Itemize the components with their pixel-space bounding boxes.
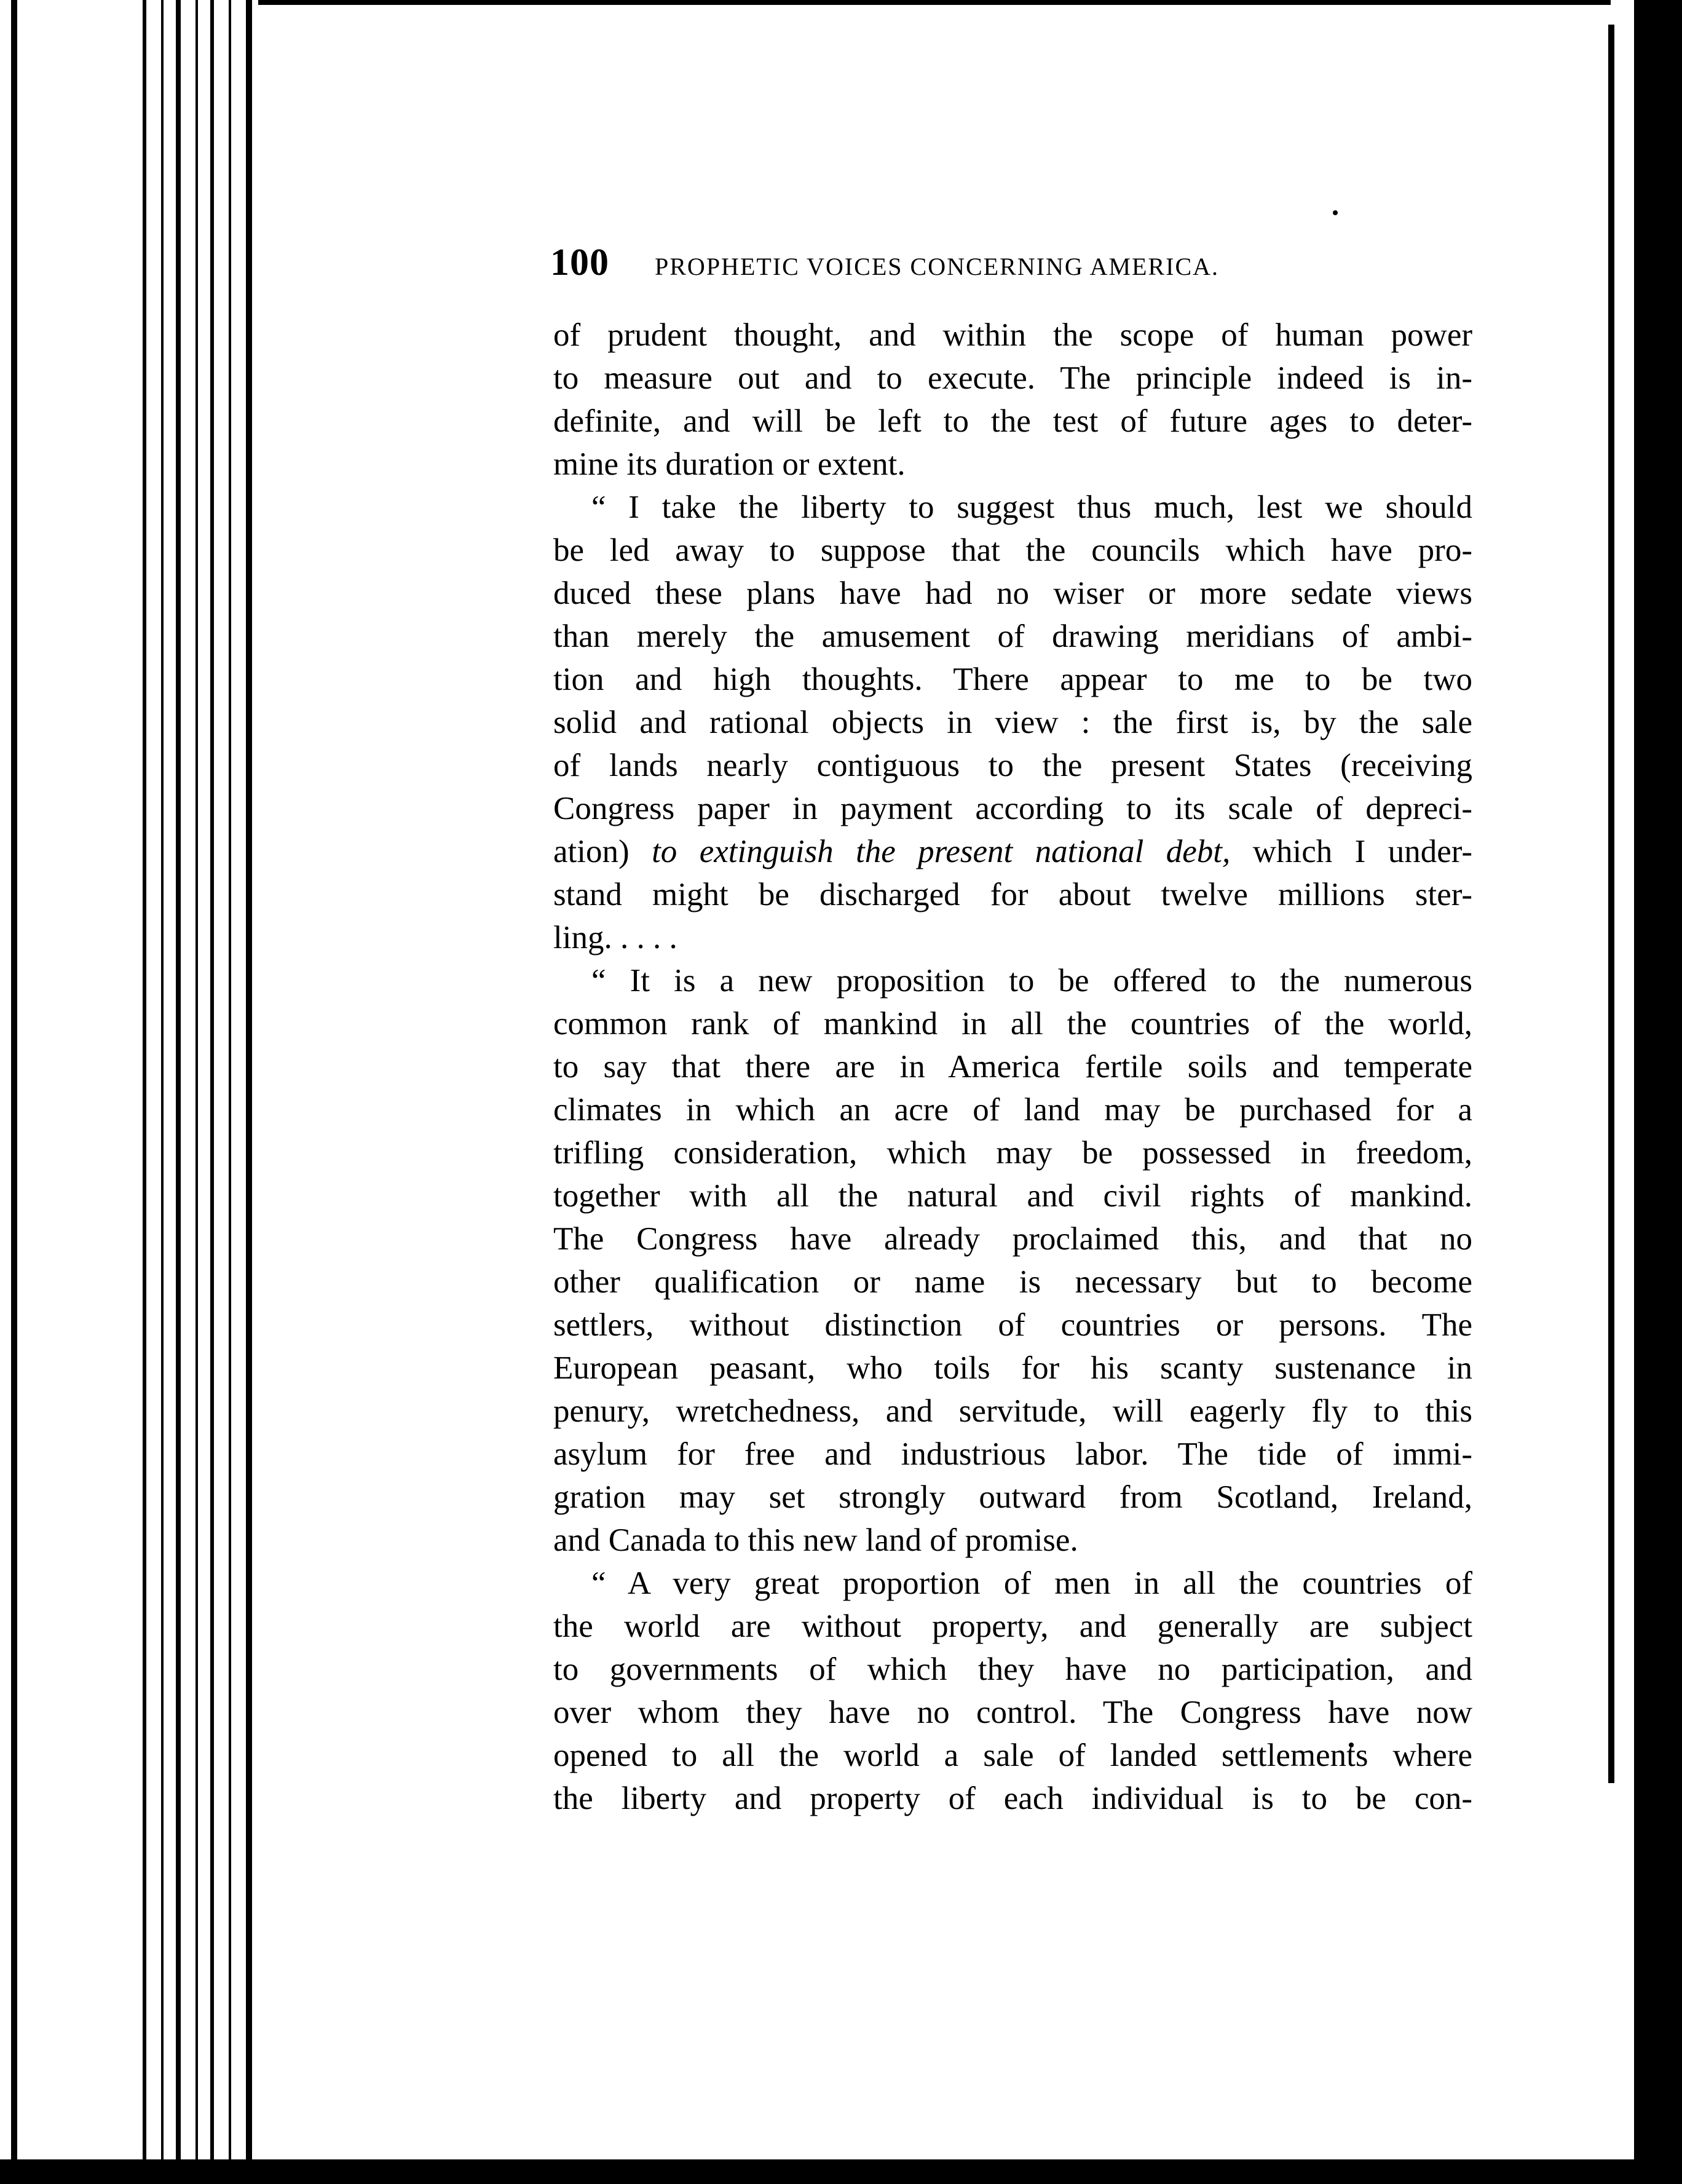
text-line: ation) to extinguish the present national debt, which I under- (553, 834, 1473, 869)
edge-line (161, 0, 164, 2184)
text-line: climates in which an acre of land may be purchased for a (553, 1092, 1472, 1128)
text-line: to governments of which they have no participation, and (553, 1652, 1472, 1687)
text-line: than merely the amusement of drawing meridians of ambi- (553, 619, 1472, 654)
text-line: “ A very great proportion of men in all the countries of (591, 1565, 1472, 1601)
top-border (258, 0, 1611, 5)
edge-line (229, 0, 231, 2184)
text-line: stand might be discharged for about twelve millions ster- (553, 877, 1472, 912)
text-line: opened to all the world a sale of landed settlements where (553, 1738, 1472, 1773)
text-line: European peasant, who toils for his scanty sustenance in (553, 1350, 1472, 1386)
edge-shadow (11, 0, 17, 2184)
running-title: PROPHETIC VOICES CONCERNING AMERICA. (655, 253, 1220, 280)
text-line: penury, wretchedness, and servitude, will eagerly fly to this (553, 1393, 1472, 1429)
edge-line (210, 0, 214, 2184)
text-line: solid and rational objects in view : the first is, by the sale (553, 705, 1472, 740)
text-line: the liberty and property of each individual is to be con- (553, 1781, 1472, 1816)
text-line: The Congress have already proclaimed this, and that no (553, 1221, 1472, 1257)
text-line: be led away to suppose that the councils which have pro- (553, 532, 1472, 568)
edge-line (176, 0, 181, 2184)
page-header (550, 241, 1349, 285)
text-line: ling. . . . . (553, 920, 677, 956)
text-line: gration may set strongly outward from Scotland, Ireland, (553, 1479, 1472, 1515)
gutter (1614, 0, 1634, 2184)
text-line: asylum for free and industrious labor. The tide of immi- (553, 1436, 1472, 1472)
right-border (1634, 0, 1682, 2184)
text-line: the world are without property, and generally are subject (553, 1608, 1472, 1644)
text-line: tion and high thoughts. There appear to me to be two (553, 662, 1472, 697)
text-line: and Canada to this new land of promise. (553, 1522, 1078, 1558)
text-line: mine its duration or extent. (553, 446, 906, 482)
edge-line (246, 0, 252, 2184)
text-line: common rank of mankind in all the countries of the world, (553, 1006, 1472, 1042)
text-line: settlers, without distinction of countries or persons. The (553, 1307, 1472, 1343)
text-line: of lands nearly contiguous to the present States (receiving (553, 748, 1472, 783)
bottom-border (0, 2159, 1682, 2184)
text-line: of prudent thought, and within the scope of human power (553, 317, 1472, 353)
italic-phrase: to extinguish the present national debt, (652, 834, 1231, 869)
right-rule (1608, 25, 1614, 1783)
text-line: “ I take the liberty to suggest thus much, lest we should (591, 489, 1472, 525)
text-line: duced these plans have had no wiser or more sedate views (553, 576, 1472, 611)
text-line: together with all the natural and civil rights of mankind. (553, 1178, 1472, 1214)
page-number: 100 (550, 242, 609, 283)
text-line: over whom they have no control. The Congress have now (553, 1695, 1472, 1730)
text-line: to measure out and to execute. The principle indeed is in- (553, 360, 1472, 396)
text-line: to say that there are in America fertile soils and temperate (553, 1049, 1472, 1085)
body-text (553, 314, 1472, 1820)
text-line: trifling consideration, which may be possessed in freedom, (553, 1135, 1472, 1171)
book-fore-edge (0, 0, 258, 2184)
edge-line (143, 0, 146, 2184)
text-line: “ It is a new proposition to be offered to the numerous (591, 963, 1472, 999)
edge-line (195, 0, 198, 2184)
text-line: other qualification or name is necessary but to become (553, 1264, 1472, 1300)
text-line: definite, and will be left to the test of future ages to deter- (553, 403, 1472, 439)
speck (1333, 210, 1338, 215)
text-line: Congress paper in payment according to its scale of depreci- (553, 791, 1472, 826)
